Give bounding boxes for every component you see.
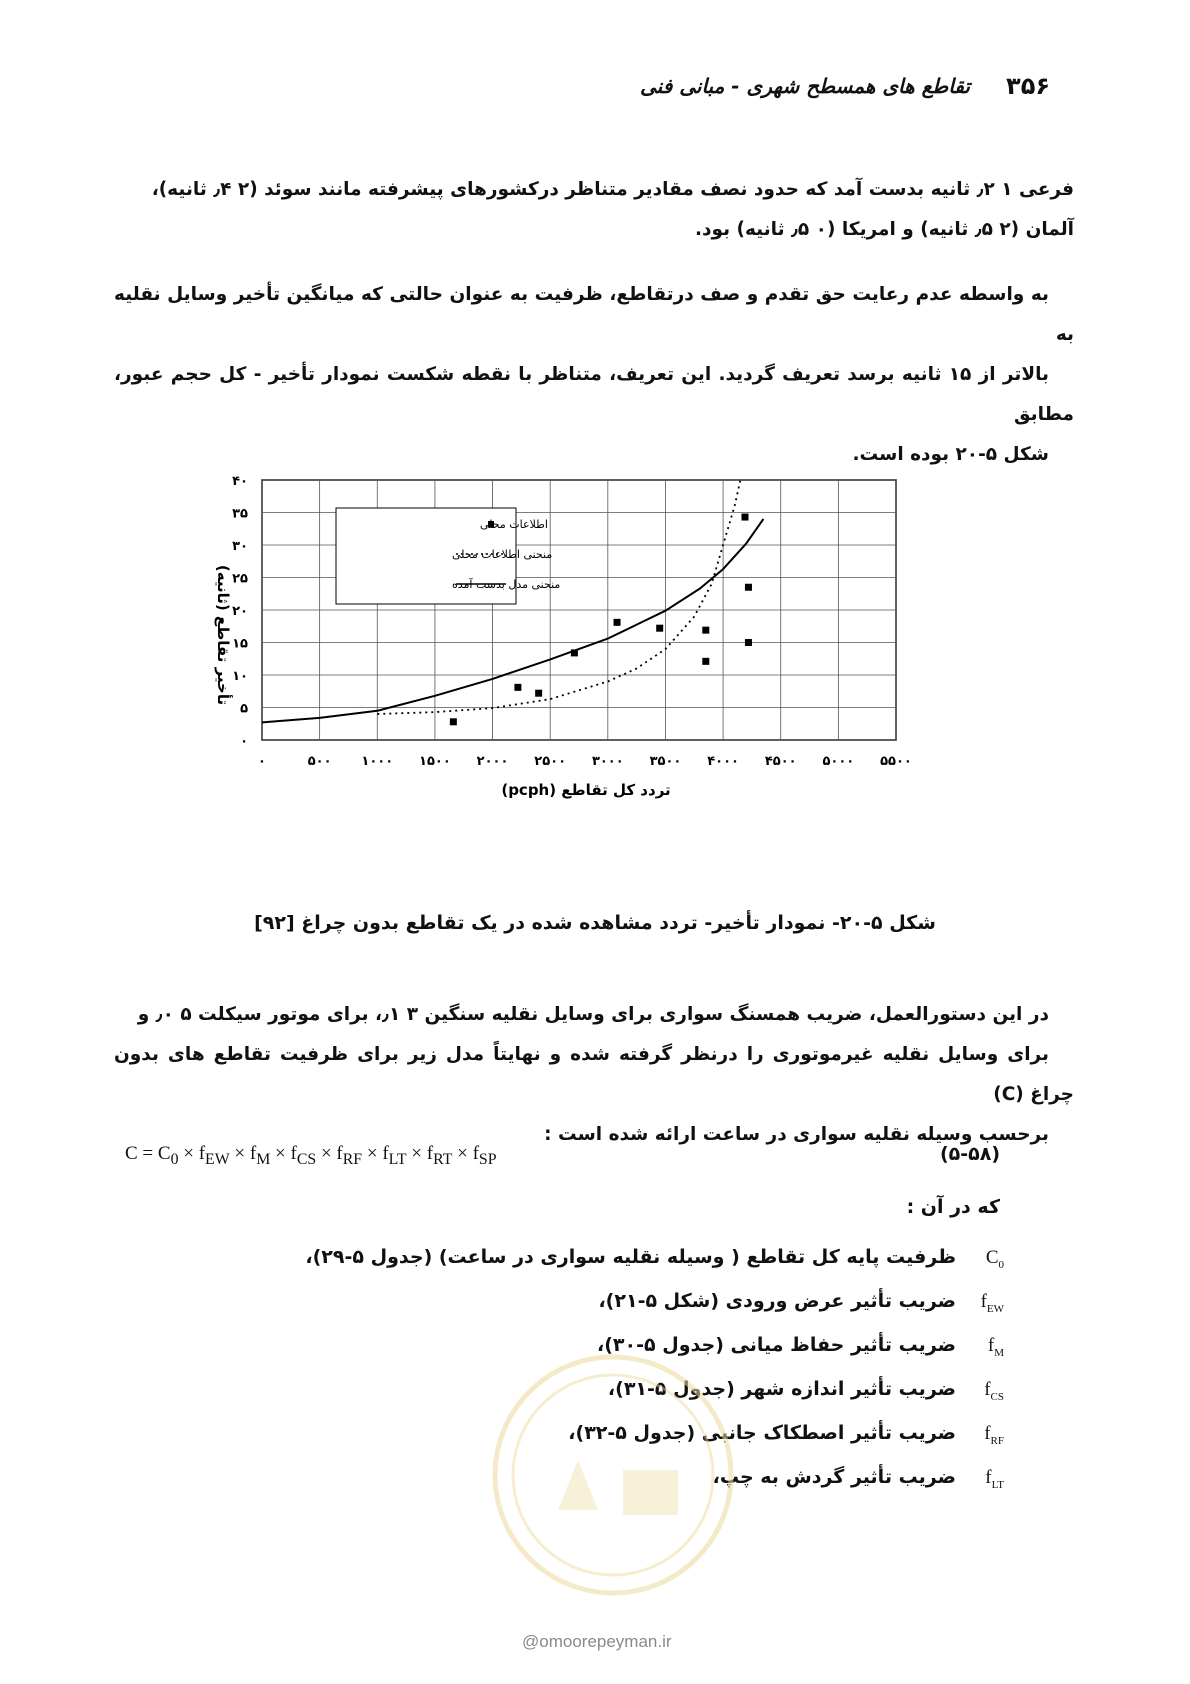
y-tick-label: ۰: [240, 734, 248, 749]
paragraph-line: بالاتر از ۱۵ ثانیه برسد تعریف گردید. این تعریف، متناظر با نقطه شکست نمودار تأخیر - کل حجم عبور، مطابق: [114, 364, 1074, 425]
data-point: [514, 684, 521, 691]
definition-symbol: $f_{EW}$: [980, 1291, 1004, 1315]
x-tick-label: ۵۰۰۰: [822, 754, 855, 769]
x-tick-label: ۲۰۰۰: [476, 754, 509, 769]
definition-symbol: $C_0$: [985, 1247, 1004, 1271]
watermark-ring-outer: [495, 1357, 731, 1593]
x-tick-label: ۴۵۰۰: [764, 754, 797, 769]
x-tick-label: ۰: [258, 754, 266, 769]
definition-item: [204, 1290, 1004, 1334]
x-tick-label: ۳۵۰۰: [649, 754, 682, 769]
data-point: [656, 625, 663, 632]
x-tick-label: ۵۰۰: [307, 754, 332, 769]
data-point: [535, 690, 542, 697]
paragraph-1: [114, 170, 1074, 250]
delay-volume-chart: [196, 450, 976, 880]
where-label: که در آن :: [906, 1196, 1000, 1218]
legend-label: اطلاعات محلی: [480, 518, 548, 531]
paragraph-line: برای وسایل نقلیه غیرموتوری را درنظر گرفته شده و نهایتاً مدل زیر برای ظرفیت تقاطع های بدون چراغ (C): [114, 1044, 1074, 1105]
data-point: [571, 649, 578, 656]
definition-text: ضریب تأثیر اصطکاک جانبی (جدول ۵-۳۲)،: [568, 1422, 956, 1444]
data-point: [745, 639, 752, 646]
figure-caption: شکل ۵-۲۰- نمودار تأخیر- تردد مشاهده شده در یک تقاطع بدون چراغ [۹۲]: [254, 912, 936, 934]
watermark-url: @omoorepeyman.ir: [522, 1632, 672, 1651]
x-tick-label: ۵۵۰۰: [880, 754, 912, 769]
definition-text: ظرفیت پایه کل تقاطع ( وسیله نقلیه سواری در ساعت) (جدول ۵-۲۹)،: [305, 1246, 956, 1268]
y-tick-label: ۲۵: [232, 571, 248, 587]
y-tick-label: ۴۰: [232, 474, 248, 489]
y-tick-label: ۳۰: [232, 539, 248, 554]
capacity-formula: $C = C_0 \times f_{EW} \times f_M \times f_{CS} \times f_{RF} \times f_{LT} \times f_{RT} \times f_{SP}$: [125, 1143, 497, 1168]
definition-symbol: $f_M$: [987, 1335, 1004, 1359]
x-tick-label: ۱۰۰۰: [361, 754, 394, 769]
y-tick-label: ۲۰: [232, 604, 248, 619]
data-point: [745, 584, 752, 591]
definition-symbol: $f_{LT}$: [985, 1467, 1004, 1491]
paragraph-line: آلمان (۲ ٫۵ ثانیه) و امریکا (۰ ٫۵ ثانیه) بود.: [695, 219, 1074, 240]
definition-text: ضریب تأثیر حفاظ میانی (جدول ۵-۳۰)،: [597, 1334, 956, 1356]
legend-label: منحنی اطلاعات محلی: [452, 548, 553, 561]
data-point: [702, 627, 709, 634]
page-header: [0, 62, 1190, 102]
formula-number: (۵-۵۸): [939, 1143, 1000, 1165]
watermark-seal: [488, 1350, 738, 1600]
paragraph-line: به واسطه عدم رعایت حق تقدم و صف درتقاطع، ظرفیت به عنوان حالتی که میانگین تأخیر وسایل نقلیه به: [114, 284, 1074, 345]
definition-text: ضریب تأثیر عرض ورودی (شکل ۵-۲۱)،: [598, 1290, 956, 1312]
x-tick-label: ۳۰۰۰: [591, 754, 624, 769]
x-tick-label: ۴۰۰۰: [707, 754, 739, 769]
x-axis-label: تردد کل تقاطع (pcph): [501, 781, 671, 799]
y-tick-label: ۳۵: [232, 506, 248, 522]
legend-label: منحنی مدل بدست آمده: [452, 578, 561, 591]
x-tick-label: ۱۵۰۰: [419, 754, 451, 769]
delay-volume-figure: [196, 450, 976, 880]
paragraph-line: شکل ۵-۲۰ بوده است.: [852, 444, 1049, 465]
watermark-emblem: [558, 1460, 678, 1515]
paragraph-line: برحسب وسیله نقلیه سواری در ساعت ارائه شده است :: [544, 1124, 1049, 1145]
paragraph-3: [114, 995, 1074, 1155]
data-point: [741, 514, 748, 521]
running-title: تقاطع های همسطح شهری - مبانی فنی: [640, 74, 970, 98]
definition-text: ضریب تأثیر اندازه شهر (جدول ۵-۳۱)،: [607, 1378, 956, 1400]
definition-text: ضریب تأثیر گردش به چپ،: [712, 1466, 956, 1488]
paragraph-line: فرعی ۱ ٫۲ ثانیه بدست آمد که حدود نصف مقادیر متناظر درکشورهای پیشرفته مانند سوئد (۲ ٫۴ ثانیه)،: [151, 179, 1074, 200]
paragraph-line: در این دستورالعمل، ضریب همسنگ سواری برای وسایل نقلیه سنگین ۳ ٫۱، برای موتور سیکلت ۵ ٫۰ و: [137, 1004, 1049, 1025]
data-point: [450, 718, 457, 725]
y-axis-label: تأخیر تقاطع (ثانیه): [214, 564, 232, 706]
definition-symbol: $f_{CS}$: [984, 1379, 1004, 1403]
y-tick-label: ۵: [240, 701, 248, 717]
watermark-ring-inner: [513, 1375, 713, 1575]
data-point: [614, 619, 621, 626]
data-point: [702, 658, 709, 665]
chart-legend: [336, 508, 560, 604]
paragraph-2: [114, 275, 1074, 475]
y-tick-label: ۱۵: [232, 636, 248, 652]
definition-symbol: $f_{RF}$: [984, 1423, 1004, 1447]
definition-item: [204, 1246, 1004, 1290]
page-number: ۳۵۶: [1006, 72, 1050, 100]
x-tick-label: ۲۵۰۰: [534, 754, 567, 769]
y-tick-label: ۱۰: [232, 669, 248, 684]
